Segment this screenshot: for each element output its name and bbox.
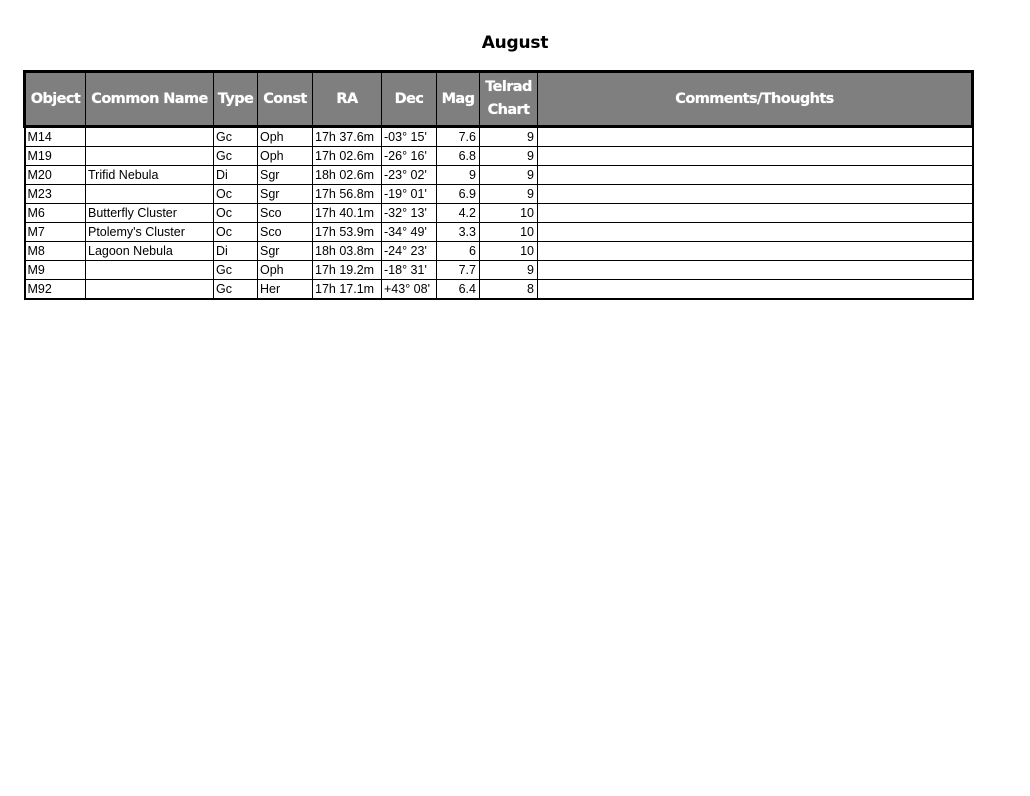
cell-mag: 6.9: [437, 185, 480, 204]
cell-dec: -19° 01': [382, 185, 437, 204]
cell-common-name: [86, 261, 214, 280]
column-header-telrad-chart: Telrad Chart: [480, 72, 538, 127]
cell-object: M23: [25, 185, 86, 204]
cell-type: Di: [214, 166, 258, 185]
cell-object: M20: [25, 166, 86, 185]
cell-const: Sco: [258, 223, 313, 242]
table-row: [25, 185, 973, 204]
cell-common-name: Butterfly Cluster: [86, 204, 214, 223]
cell-mag: 3.3: [437, 223, 480, 242]
column-header-comments: Comments/Thoughts: [538, 72, 973, 127]
cell-ra: 17h 17.1m: [313, 280, 382, 300]
cell-comments: [538, 185, 973, 204]
cell-object: M9: [25, 261, 86, 280]
cell-common-name: Ptolemy's Cluster: [86, 223, 214, 242]
cell-comments: [538, 166, 973, 185]
cell-type: Di: [214, 242, 258, 261]
column-header-ra: RA: [313, 72, 382, 127]
cell-const: Sgr: [258, 185, 313, 204]
cell-comments: [538, 204, 973, 223]
cell-telrad-chart: 10: [480, 242, 538, 261]
cell-telrad-chart: 9: [480, 261, 538, 280]
cell-mag: 7.7: [437, 261, 480, 280]
cell-ra: 17h 40.1m: [313, 204, 382, 223]
cell-comments: [538, 280, 973, 300]
cell-common-name: [86, 280, 214, 300]
cell-const: Oph: [258, 147, 313, 166]
cell-ra: 17h 19.2m: [313, 261, 382, 280]
cell-object: M92: [25, 280, 86, 300]
cell-mag: 6: [437, 242, 480, 261]
cell-telrad-chart: 9: [480, 127, 538, 147]
cell-common-name: [86, 127, 214, 147]
cell-telrad-chart: 9: [480, 147, 538, 166]
cell-ra: 17h 02.6m: [313, 147, 382, 166]
column-header-type: Type: [214, 72, 258, 127]
cell-dec: -24° 23': [382, 242, 437, 261]
cell-type: Gc: [214, 147, 258, 166]
cell-type: Gc: [214, 280, 258, 300]
cell-comments: [538, 147, 973, 166]
cell-const: Oph: [258, 261, 313, 280]
table-row: [25, 204, 973, 223]
cell-telrad-chart: 9: [480, 166, 538, 185]
cell-comments: [538, 223, 973, 242]
cell-type: Oc: [214, 185, 258, 204]
cell-telrad-chart: 9: [480, 185, 538, 204]
cell-dec: +43° 08': [382, 280, 437, 300]
table-row: [25, 147, 973, 166]
column-header-dec: Dec: [382, 72, 437, 127]
table-row: [25, 242, 973, 261]
cell-const: Sco: [258, 204, 313, 223]
cell-type: Oc: [214, 223, 258, 242]
table-row: [25, 127, 973, 147]
cell-object: M7: [25, 223, 86, 242]
observing-list-table: [23, 70, 974, 300]
cell-common-name: Trifid Nebula: [86, 166, 214, 185]
column-header-object: Object: [25, 72, 86, 127]
cell-ra: 17h 56.8m: [313, 185, 382, 204]
cell-type: Oc: [214, 204, 258, 223]
column-header-common-name: Common Name: [86, 72, 214, 127]
cell-type: Gc: [214, 127, 258, 147]
cell-mag: 6.4: [437, 280, 480, 300]
cell-dec: -18° 31': [382, 261, 437, 280]
cell-dec: -03° 15': [382, 127, 437, 147]
cell-mag: 9: [437, 166, 480, 185]
cell-dec: -34° 49': [382, 223, 437, 242]
cell-const: Sgr: [258, 242, 313, 261]
cell-common-name: [86, 147, 214, 166]
column-header-const: Const: [258, 72, 313, 127]
cell-dec: -23° 02': [382, 166, 437, 185]
cell-object: M19: [25, 147, 86, 166]
cell-object: M8: [25, 242, 86, 261]
header-row: [25, 72, 973, 127]
cell-ra: 17h 53.9m: [313, 223, 382, 242]
cell-telrad-chart: 10: [480, 223, 538, 242]
page-title: August: [481, 33, 549, 53]
cell-type: Gc: [214, 261, 258, 280]
table-row: [25, 280, 973, 300]
table-row: [25, 166, 973, 185]
cell-telrad-chart: 8: [480, 280, 538, 300]
cell-mag: 7.6: [437, 127, 480, 147]
cell-telrad-chart: 10: [480, 204, 538, 223]
cell-const: Her: [258, 280, 313, 300]
cell-const: Sgr: [258, 166, 313, 185]
cell-ra: 18h 03.8m: [313, 242, 382, 261]
cell-mag: 6.8: [437, 147, 480, 166]
cell-comments: [538, 242, 973, 261]
cell-common-name: Lagoon Nebula: [86, 242, 214, 261]
cell-comments: [538, 261, 973, 280]
table-row: [25, 223, 973, 242]
table-body: [25, 127, 973, 300]
table-row: [25, 261, 973, 280]
cell-comments: [538, 127, 973, 147]
cell-const: Oph: [258, 127, 313, 147]
cell-object: M14: [25, 127, 86, 147]
cell-ra: 17h 37.6m: [313, 127, 382, 147]
cell-object: M6: [25, 204, 86, 223]
cell-dec: -26° 16': [382, 147, 437, 166]
cell-ra: 18h 02.6m: [313, 166, 382, 185]
column-header-mag: Mag: [437, 72, 480, 127]
cell-dec: -32° 13': [382, 204, 437, 223]
cell-common-name: [86, 185, 214, 204]
cell-mag: 4.2: [437, 204, 480, 223]
